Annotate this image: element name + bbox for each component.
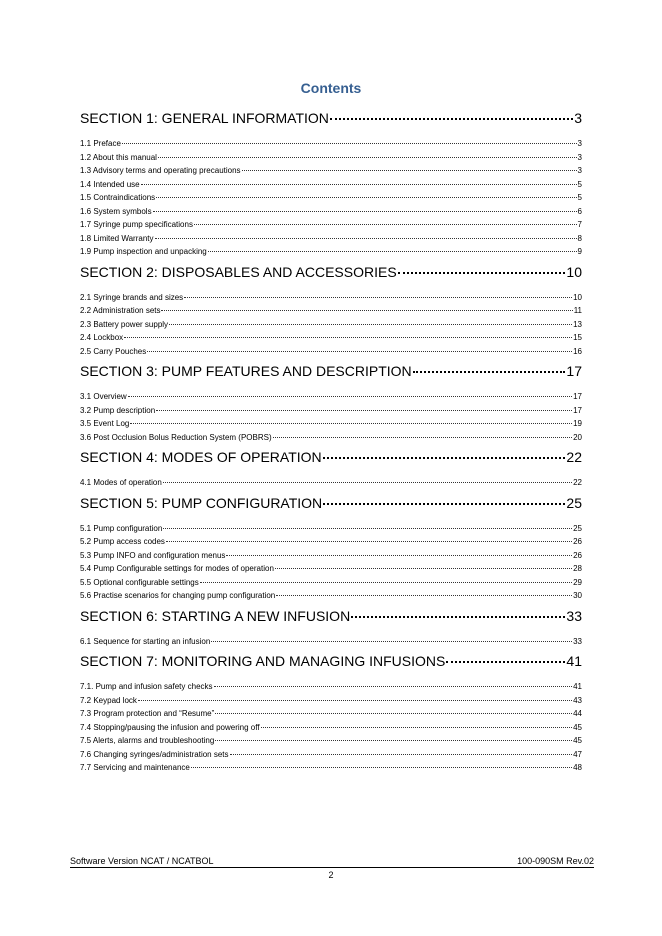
toc-section-1-page: 3 [574,110,582,126]
dot-leader [323,503,565,505]
toc-section-2[interactable] [80,264,582,285]
toc-section-4-title: SECTION 4: MODES OF OPERATION [80,449,322,465]
toc-item[interactable] [80,522,582,536]
toc-item-page: 45 [573,736,582,745]
toc-item-page: 44 [573,709,582,718]
toc-item-page: 43 [573,695,582,705]
toc-item-page: 7 [577,220,582,229]
toc-item-page: 33 [573,636,582,646]
toc-item-title: 6.1 Sequence for starting an infusion [80,636,211,646]
toc-item-title: 1.4 Intended use [80,179,140,189]
toc-item-title: 7.1. Pump and infusion safety checks [80,682,213,691]
toc-item-title: 2.2 Administration sets [80,306,161,315]
toc-section-6-title: SECTION 6: STARTING A NEW INFUSION [80,607,351,624]
dot-leader [398,272,566,274]
toc-item-title: 3.5 Event Log [80,419,130,428]
toc-section-5-title: SECTION 5: PUMP CONFIGURATION [80,494,323,511]
footer-software-version: Software Version NCAT / NCATBOL [70,856,214,866]
toc-item-page: 47 [573,749,582,759]
toc-item-page: 3 [577,152,582,162]
toc-item-page: 25 [573,523,582,533]
toc-item-page: 13 [573,319,582,329]
dot-leader [141,184,577,185]
toc-item-page: 22 [573,478,582,487]
toc-item[interactable] [80,417,582,431]
toc-item[interactable] [80,345,582,359]
footer [70,856,594,868]
toc-item-page: 3 [577,139,582,148]
toc-item-page: 29 [573,577,582,587]
dot-leader [446,661,565,663]
toc-item-title: 1.5 Contraindications [80,193,156,202]
toc-item[interactable] [80,431,582,445]
toc-section-4[interactable] [80,449,582,470]
toc-item-page: 5 [577,193,582,202]
page-number: 2 [328,870,334,880]
toc-item[interactable] [80,748,582,762]
dot-leader [130,423,572,424]
toc-item-title: 4.1 Modes of operation [80,478,162,487]
toc-section-6[interactable] [80,608,582,629]
dot-leader [194,224,577,225]
toc-section-7-title: SECTION 7: MONITORING AND MANAGING INFUSIONS [80,653,446,669]
toc-section-2-page: 10 [566,263,582,280]
toc-item-title: 1.1 Preface [80,139,121,148]
toc-item-page: 9 [577,247,582,256]
toc-item-title: 2.3 Battery power supply [80,319,169,329]
toc-item[interactable] [80,680,582,694]
dot-leader [226,555,572,556]
toc-item-title: 5.3 Pump INFO and configuration menus [80,550,226,560]
toc-item-page: 41 [573,682,582,691]
toc-item[interactable] [80,390,582,404]
toc-item-title: 5.1 Pump configuration [80,523,163,533]
toc-item[interactable] [80,318,582,332]
toc-item[interactable] [80,164,582,178]
toc-item[interactable] [80,151,582,165]
table-of-contents [80,108,582,775]
toc-item[interactable] [80,562,582,576]
toc-item-title: 3.2 Pump description [80,405,156,415]
toc-item-page: 45 [573,722,582,732]
toc-item-title: 2.4 Lockbox [80,333,124,342]
toc-item[interactable] [80,232,582,246]
toc-item[interactable] [80,694,582,708]
toc-item[interactable] [80,535,582,549]
toc-item-page: 26 [573,550,582,560]
toc-item-title: 2.1 Syringe brands and sizes [80,292,184,302]
toc-section-3-title: SECTION 3: PUMP FEATURES AND DESCRIPTION [80,363,412,379]
toc-item-title: 2.5 Carry Pouches [80,346,147,356]
dot-leader [156,410,572,411]
toc-section-5[interactable] [80,495,582,516]
dot-leader [242,170,577,171]
toc-item-page: 26 [573,537,582,546]
toc-section-7-page: 41 [566,653,582,669]
dot-leader [275,568,572,569]
toc-item[interactable] [80,404,582,418]
dot-leader [155,238,577,239]
toc-item-page: 10 [573,292,582,302]
toc-item-page: 20 [573,432,582,442]
toc-item-title: 1.3 Advisory terms and operating precautions [80,166,241,175]
toc-item[interactable] [80,245,582,259]
toc-item[interactable] [80,707,582,721]
toc-item-page: 16 [573,346,582,356]
toc-item[interactable] [80,721,582,735]
toc-item-page: 8 [577,233,582,243]
dot-leader [122,143,577,144]
dot-leader [166,541,572,542]
dot-leader [208,251,577,252]
dot-leader [147,351,572,352]
toc-item-title: 1.2 About this manual [80,152,157,162]
toc-item[interactable] [80,137,582,151]
toc-section-3[interactable] [80,363,582,384]
dot-leader [215,713,572,714]
toc-item[interactable] [80,218,582,232]
toc-item-page: 30 [573,591,582,600]
toc-item-page: 19 [573,419,582,428]
dot-leader [200,582,572,583]
toc-item-page: 17 [573,392,582,401]
toc-item-title: 7.3 Program protection and “Resume” [80,709,215,718]
toc-section-1[interactable] [80,110,582,131]
dot-leader [351,616,565,618]
dot-leader [169,324,572,325]
toc-item-title: 7.4 Stopping/pausing the infusion and powering off [80,722,260,732]
toc-item[interactable] [80,178,582,192]
toc-section-6-page: 33 [566,607,582,624]
toc-section-3-page: 17 [566,363,582,379]
footer-document-number: 100-090SM Rev.02 [517,856,594,866]
dot-leader [214,686,573,687]
dot-leader [276,595,572,596]
toc-item[interactable] [80,549,582,563]
toc-item-title: 5.4 Pump Configurable settings for modes of operation [80,564,274,573]
toc-item-page: 17 [573,405,582,415]
toc-item-title: 7.7 Servicing and maintenance [80,763,190,772]
toc-item-title: 7.6 Changing syringes/administration sets [80,749,229,759]
toc-item-title: 5.2 Pump access codes [80,537,165,546]
dot-leader [323,457,566,459]
dot-leader [191,767,572,768]
toc-item[interactable] [80,576,582,590]
toc-item[interactable] [80,191,582,205]
dot-leader [153,211,577,212]
toc-item-title: 7.2 Keypad lock [80,695,137,705]
dot-leader [124,337,572,338]
toc-item-title: 3.6 Post Occlusion Bolus Reduction System (POBRS) [80,432,272,442]
toc-section-2-title: SECTION 2: DISPOSABLES AND ACCESSORIES [80,263,397,280]
toc-item[interactable] [80,205,582,219]
toc-item-title: 1.7 Syringe pump specifications [80,220,193,229]
toc-item-page: 11 [573,306,582,315]
dot-leader [215,740,572,741]
toc-item-title: 5.5 Optional configurable settings [80,577,199,587]
toc-item[interactable] [80,635,582,649]
toc-item-title: 1.6 System symbols [80,206,152,216]
toc-item-title: 3.1 Overview [80,392,127,401]
dot-leader [211,641,572,642]
toc-section-4-page: 22 [566,449,582,465]
dot-leader [161,310,572,311]
dot-leader [413,371,566,373]
toc-item[interactable] [80,291,582,305]
dot-leader [156,197,576,198]
toc-item[interactable] [80,589,582,603]
toc-item[interactable] [80,734,582,748]
toc-item-title: 5.6 Practise scenarios for changing pump configuration [80,591,276,600]
dot-leader [163,482,572,483]
toc-item-title: 7.5 Alerts, alarms and troubleshooting [80,736,215,745]
dot-leader [273,437,572,438]
toc-item-page: 6 [577,206,582,216]
toc-item[interactable] [80,761,582,775]
dot-leader [163,528,572,529]
toc-item[interactable] [80,304,582,318]
dot-leader [158,157,577,158]
dot-leader [184,297,572,298]
toc-item[interactable] [80,331,582,345]
toc-item-page: 5 [577,179,582,189]
toc-item-title: 1.8 Limited Warranty [80,233,154,243]
contents-heading: Contents [300,80,362,96]
toc-item-page: 28 [573,564,582,573]
toc-section-1-title: SECTION 1: GENERAL INFORMATION [80,110,329,126]
toc-section-5-page: 25 [566,494,582,511]
dot-leader [330,118,573,120]
toc-item-page: 15 [573,333,582,342]
toc-item[interactable] [80,476,582,490]
toc-item-page: 48 [573,763,582,772]
dot-leader [138,700,572,701]
dot-leader [128,396,572,397]
dot-leader [230,754,573,755]
toc-item-title: 1.9 Pump inspection and unpacking [80,247,207,256]
toc-item-page: 3 [577,166,582,175]
dot-leader [261,727,573,728]
toc-section-7[interactable] [80,653,582,674]
